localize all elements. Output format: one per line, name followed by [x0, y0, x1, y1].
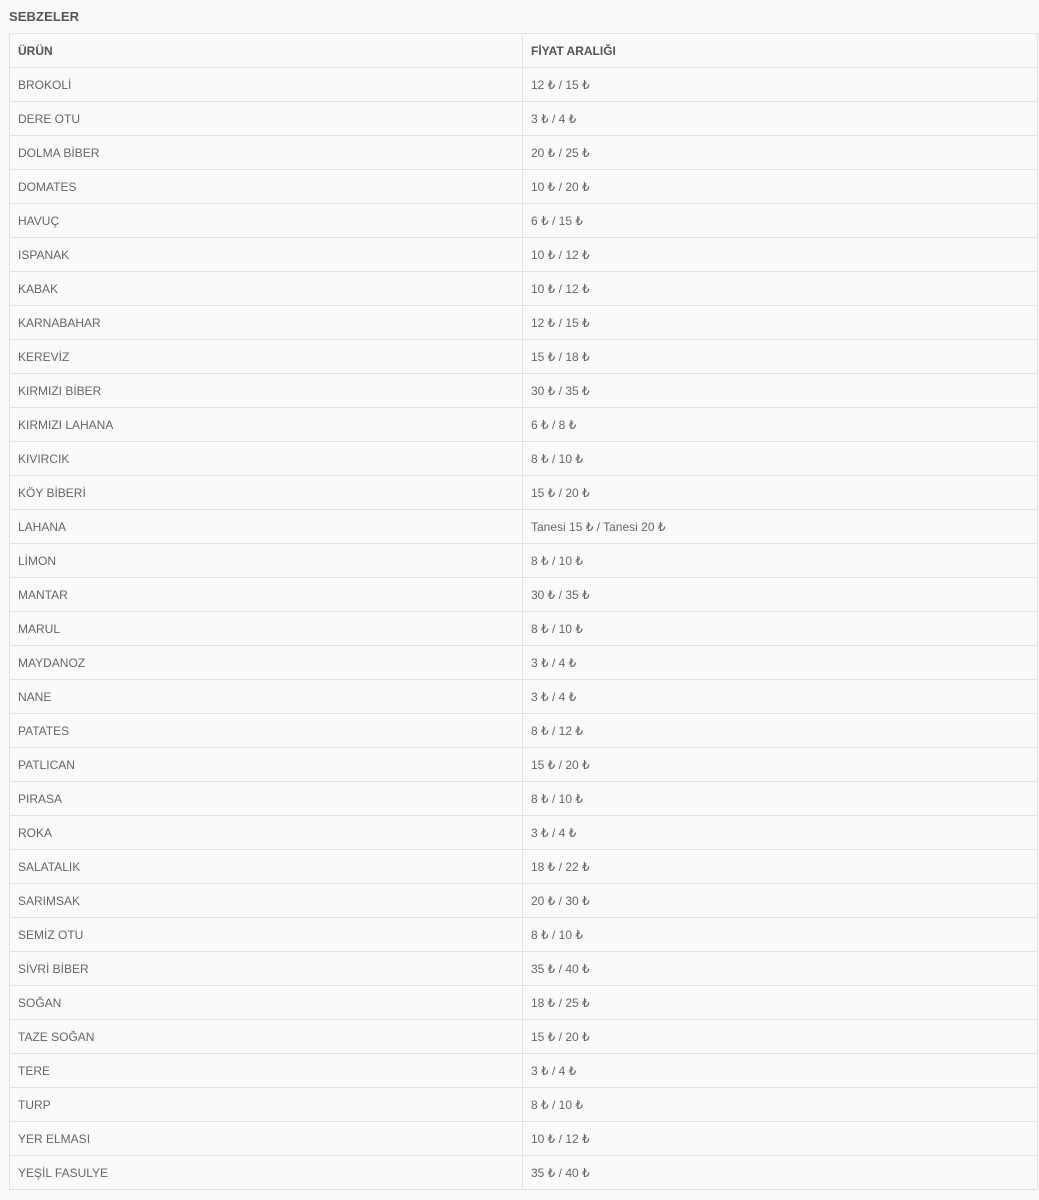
product-name-cell: LAHANA — [10, 510, 523, 544]
price-range-cell: 12 ₺ / 15 ₺ — [523, 68, 1038, 102]
product-name-cell: LİMON — [10, 544, 523, 578]
table-row — [10, 1088, 1038, 1122]
table-row — [10, 952, 1038, 986]
table-row — [10, 1156, 1038, 1190]
table-row — [10, 544, 1038, 578]
price-range-cell: 3 ₺ / 4 ₺ — [523, 646, 1038, 680]
table-row — [10, 816, 1038, 850]
table-row — [10, 476, 1038, 510]
price-range-cell: 8 ₺ / 12 ₺ — [523, 714, 1038, 748]
product-name-cell: KEREVİZ — [10, 340, 523, 374]
product-name-cell: PATATES — [10, 714, 523, 748]
table-row — [10, 850, 1038, 884]
product-name-cell: TERE — [10, 1054, 523, 1088]
product-name-cell: DOMATES — [10, 170, 523, 204]
price-range-cell: 18 ₺ / 22 ₺ — [523, 850, 1038, 884]
product-name-cell: SİVRİ BİBER — [10, 952, 523, 986]
table-row — [10, 170, 1038, 204]
table-row — [10, 272, 1038, 306]
table-row — [10, 136, 1038, 170]
price-range-cell: 3 ₺ / 4 ₺ — [523, 816, 1038, 850]
product-name-cell: DERE OTU — [10, 102, 523, 136]
price-range-cell: 3 ₺ / 4 ₺ — [523, 1054, 1038, 1088]
table-row — [10, 306, 1038, 340]
table-body — [10, 68, 1038, 1190]
table-row — [10, 1054, 1038, 1088]
table-row — [10, 102, 1038, 136]
section-title: SEBZELER — [9, 9, 80, 24]
product-name-cell: HAVUÇ — [10, 204, 523, 238]
price-range-cell: 8 ₺ / 10 ₺ — [523, 1088, 1038, 1122]
price-range-cell: 6 ₺ / 8 ₺ — [523, 408, 1038, 442]
table-row — [10, 578, 1038, 612]
product-name-cell: TAZE SOĞAN — [10, 1020, 523, 1054]
header-row — [10, 34, 1038, 68]
product-name-cell: KIRMIZI LAHANA — [10, 408, 523, 442]
table-row — [10, 714, 1038, 748]
product-name-cell: BROKOLİ — [10, 68, 523, 102]
price-range-cell: 10 ₺ / 20 ₺ — [523, 170, 1038, 204]
product-name-cell: SEMİZ OTU — [10, 918, 523, 952]
table-row — [10, 374, 1038, 408]
product-name-cell: MARUL — [10, 612, 523, 646]
price-range-cell: 10 ₺ / 12 ₺ — [523, 1122, 1038, 1156]
price-range-cell: 15 ₺ / 18 ₺ — [523, 340, 1038, 374]
table-header — [10, 34, 1038, 68]
table-row — [10, 646, 1038, 680]
product-name-cell: KARNABAHAR — [10, 306, 523, 340]
product-name-cell: ISPANAK — [10, 238, 523, 272]
table-row — [10, 1122, 1038, 1156]
table-row — [10, 408, 1038, 442]
column-header-price-range: FİYAT ARALIĞI — [523, 34, 1038, 68]
table-row — [10, 68, 1038, 102]
table-row — [10, 612, 1038, 646]
product-name-cell: SARIMSAK — [10, 884, 523, 918]
price-range-cell: 35 ₺ / 40 ₺ — [523, 1156, 1038, 1190]
price-range-cell: 12 ₺ / 15 ₺ — [523, 306, 1038, 340]
table-row — [10, 510, 1038, 544]
price-range-cell: 35 ₺ / 40 ₺ — [523, 952, 1038, 986]
price-range-cell: 3 ₺ / 4 ₺ — [523, 680, 1038, 714]
price-range-cell: 30 ₺ / 35 ₺ — [523, 578, 1038, 612]
product-name-cell: KIRMIZI BİBER — [10, 374, 523, 408]
price-range-cell: 10 ₺ / 12 ₺ — [523, 238, 1038, 272]
table-row — [10, 782, 1038, 816]
price-range-cell: 15 ₺ / 20 ₺ — [523, 476, 1038, 510]
column-header-product: ÜRÜN — [10, 34, 523, 68]
table-row — [10, 748, 1038, 782]
price-range-cell: Tanesi 15 ₺ / Tanesi 20 ₺ — [523, 510, 1038, 544]
price-range-cell: 6 ₺ / 15 ₺ — [523, 204, 1038, 238]
table-row — [10, 1020, 1038, 1054]
product-name-cell: YEŞİL FASULYE — [10, 1156, 523, 1190]
price-range-cell: 18 ₺ / 25 ₺ — [523, 986, 1038, 1020]
product-name-cell: PATLICAN — [10, 748, 523, 782]
product-name-cell: SALATALIK — [10, 850, 523, 884]
price-range-cell: 10 ₺ / 12 ₺ — [523, 272, 1038, 306]
price-table — [9, 33, 1038, 1190]
table-row — [10, 918, 1038, 952]
product-name-cell: KABAK — [10, 272, 523, 306]
price-range-cell: 15 ₺ / 20 ₺ — [523, 748, 1038, 782]
product-name-cell: DOLMA BİBER — [10, 136, 523, 170]
price-range-cell: 3 ₺ / 4 ₺ — [523, 102, 1038, 136]
table-row — [10, 204, 1038, 238]
product-name-cell: YER ELMASI — [10, 1122, 523, 1156]
price-range-cell: 15 ₺ / 20 ₺ — [523, 1020, 1038, 1054]
table-row — [10, 884, 1038, 918]
price-range-cell: 8 ₺ / 10 ₺ — [523, 612, 1038, 646]
table-row — [10, 238, 1038, 272]
price-range-cell: 8 ₺ / 10 ₺ — [523, 544, 1038, 578]
price-range-cell: 8 ₺ / 10 ₺ — [523, 782, 1038, 816]
product-name-cell: TURP — [10, 1088, 523, 1122]
price-range-cell: 8 ₺ / 10 ₺ — [523, 918, 1038, 952]
product-name-cell: PIRASA — [10, 782, 523, 816]
product-name-cell: KÖY BİBERİ — [10, 476, 523, 510]
product-name-cell: ROKA — [10, 816, 523, 850]
product-name-cell: SOĞAN — [10, 986, 523, 1020]
price-range-cell: 8 ₺ / 10 ₺ — [523, 442, 1038, 476]
product-name-cell: NANE — [10, 680, 523, 714]
product-name-cell: KIVIRCIK — [10, 442, 523, 476]
product-name-cell: MANTAR — [10, 578, 523, 612]
table-row — [10, 340, 1038, 374]
price-range-cell: 20 ₺ / 25 ₺ — [523, 136, 1038, 170]
price-range-cell: 30 ₺ / 35 ₺ — [523, 374, 1038, 408]
table-row — [10, 986, 1038, 1020]
product-name-cell: MAYDANOZ — [10, 646, 523, 680]
table-row — [10, 442, 1038, 476]
table-row — [10, 680, 1038, 714]
price-range-cell: 20 ₺ / 30 ₺ — [523, 884, 1038, 918]
